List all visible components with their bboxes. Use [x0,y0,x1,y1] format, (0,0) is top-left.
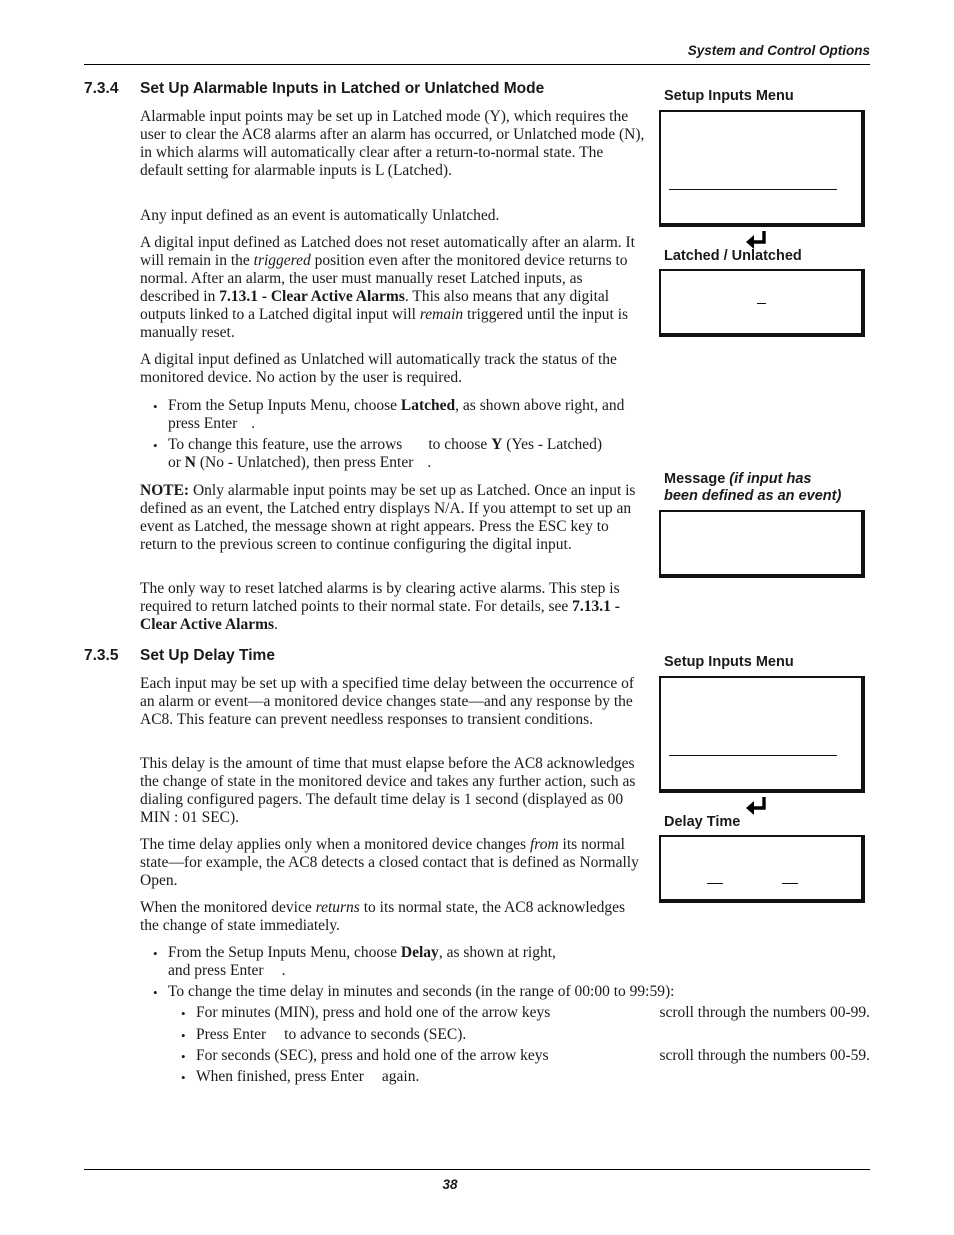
enter-key-icon [745,796,769,816]
section-title-735: Set Up Delay Time [140,647,275,664]
lcd-cursor [757,303,766,304]
footer-rule [84,1169,870,1170]
lcd-latched-unlatched [659,269,865,337]
para-734-3: A digital input defined as Latched does not reset automatically after an alarm. It will remain in the triggered position even after the monitored device returns to normal. After an alarm, the user must manually reset Latched inputs, as described in 7.13.1 - Clear Active Alarms. This also means that any digital outputs linked to a Latched digital input will remain triggered until the input is manually reset. [140,234,635,341]
lcd-minutes-cursor [707,883,723,884]
para-735-3: The time delay applies only when a monitored device changes from its normal state—for example, the AC8 detects a closed contact that is defined as Normally Open. [140,836,639,889]
lcd-selection-underline [669,755,837,756]
lcd-delay-time [659,835,865,903]
enter-key-icon [745,230,769,250]
sub-bullet-2: • Press Enter to advance to seconds (SEC). [181,1026,467,1043]
lcd-seconds-cursor [782,883,798,884]
note-734: NOTE: Only alarmable input points may be set up as Latched. Once an input is defined as an event, the Latched entry displays N/A. If you attempt to set up an event as Latched, the message shown at right appears. Press the ESC key to return to the previous screen to continue configuring the digital input. [140,482,636,553]
para-735-1: Each input may be set up with a specified time delay between the occurrence of an alarm or event—a monitored device changes state—and any response by the AC8. This feature can prevent needless responses to transient conditions. [140,675,635,728]
header-rule [84,64,870,65]
label-latched-unlatched: Latched / Unlatched [664,248,802,264]
section-title-734: Set Up Alarmable Inputs in Latched or Unlatched Mode [140,80,545,97]
lcd-setup-inputs-menu-1 [659,110,865,227]
section-number-735: 7.3.5 [84,647,119,664]
lcd-setup-inputs-menu-2 [659,676,865,793]
lcd-selection-underline [669,189,837,190]
section-number-734: 7.3.4 [84,80,119,97]
para-734-2: Any input defined as an event is automatically Unlatched. [140,207,500,224]
lcd-message [659,510,865,578]
label-setup-inputs-menu-2: Setup Inputs Menu [664,654,794,670]
sub-bullet-4: • When finished, press Enter again. [181,1068,420,1085]
para-734-5: The only way to reset latched alarms is by clearing active alarms. This step is required to return latched points to their normal state. For details, see 7.13.1 - Clear Active Alarms. [140,580,620,633]
sub-bullet-1: • For minutes (MIN), press and hold one of the arrow keys scroll through the numbers 00-99. [181,1004,870,1021]
label-setup-inputs-menu-1: Setup Inputs Menu [664,88,794,104]
para-735-2: This delay is the amount of time that must elapse before the AC8 acknowledges the change of state in the monitored device and takes any further action, such as dialing configured pagers. The default time delay is 1 second (displayed as 00 MIN : 01 SEC). [140,755,636,826]
cross-reference: 7.13.1 - Clear Active Alarms [219,288,405,305]
label-message: Message (if input has been defined as an event) [664,471,842,504]
para-734-1: Alarmable input points may be set up in Latched mode (Y), which requires the user to clear the AC8 alarms after an alarm has occurred, or Unlatched mode (N), in which alarms will automatically clear after a return-to-normal state. The default setting for alarmable inputs is L (Latched). [140,108,645,179]
sub-bullet-3: • For seconds (SEC), press and hold one of the arrow keys scroll through the numbers 00-59. [181,1047,870,1064]
label-delay-time: Delay Time [664,814,741,830]
page-number: 38 [442,1177,458,1192]
para-734-4: A digital input defined as Unlatched will automatically track the status of the monitored device. No action by the user is required. [140,351,617,386]
para-735-4: When the monitored device returns to its normal state, the AC8 acknowledges the change of state immediately. [140,899,626,934]
running-header: System and Control Options [687,43,870,58]
